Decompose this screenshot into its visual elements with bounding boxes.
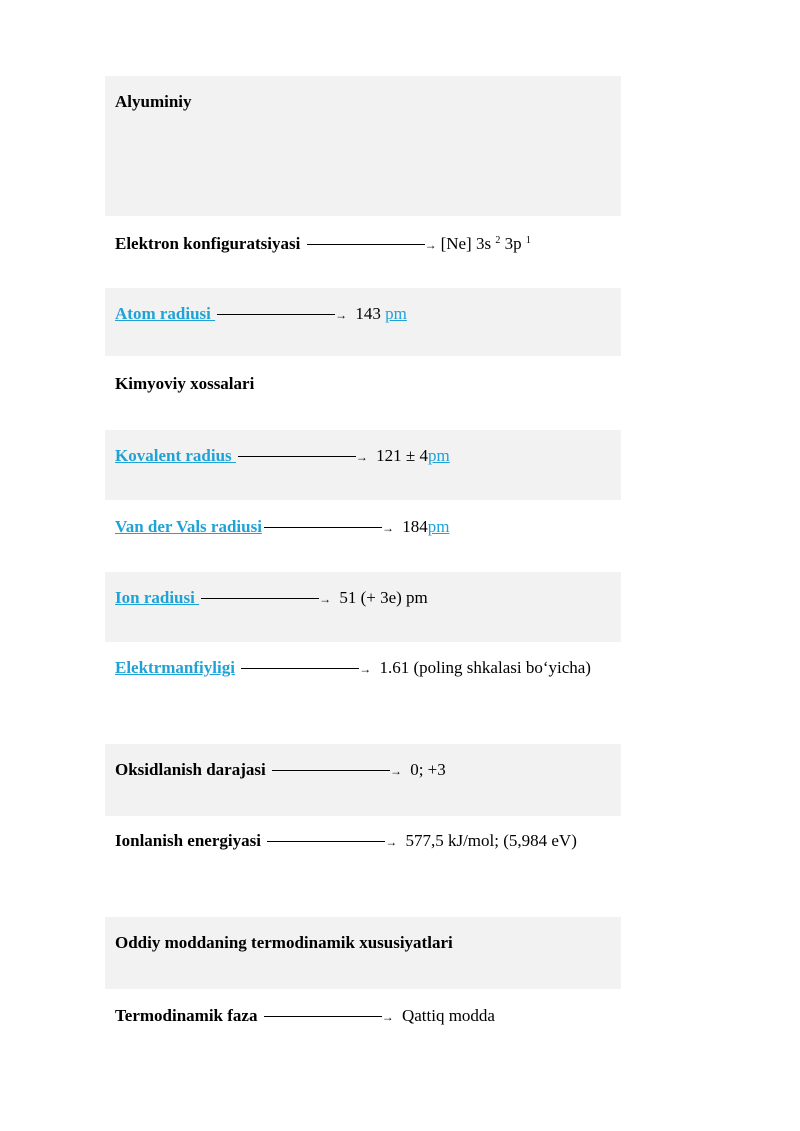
row-atom-radius — [105, 288, 621, 356]
electron-configuration-label: Elektron konfiguratsiyasi — [115, 234, 301, 253]
arrow-icon: → — [424, 238, 437, 252]
title-row — [105, 76, 621, 216]
electronegativity-value: 1.61 (poling shkalasi bo‘yicha) — [375, 658, 591, 677]
ionization-energy-value: 577,5 kJ/mol; (5,984 eV) — [401, 831, 577, 850]
row-thermodynamic-phase — [105, 990, 621, 1060]
atom-radius-value: 143 — [351, 304, 386, 323]
atom-radius-link[interactable]: Atom radiusi — [115, 304, 216, 323]
row-ion-radius — [105, 572, 621, 642]
electronegativity-link[interactable]: Elektrmanfiyligi — [115, 658, 235, 677]
page-title: Alyuminiy — [115, 92, 192, 111]
leader-line — [307, 244, 425, 245]
ion-radius-value: 51 (+ 3e) pm — [335, 588, 428, 607]
arrow-icon: → — [359, 662, 372, 676]
leader-line — [201, 598, 319, 599]
pm-link[interactable]: pm — [385, 304, 407, 323]
arrow-icon: → — [385, 835, 398, 849]
arrow-icon: → — [381, 521, 394, 535]
row-electronegativity — [105, 642, 621, 744]
leader-line — [238, 456, 356, 457]
row-ionization-energy — [105, 815, 621, 917]
leader-line — [264, 1016, 382, 1017]
ion-radius-link[interactable]: Ion radiusi — [115, 588, 200, 607]
row-thermodynamic-properties — [105, 917, 621, 989]
leader-line — [272, 770, 390, 771]
row-van-der-waals-radius — [105, 501, 621, 571]
covalent-radius-value: 121 ± 4 — [371, 446, 428, 465]
covalent-radius-link[interactable]: Kovalent radius — [115, 446, 236, 465]
leader-line — [267, 841, 385, 842]
van-der-waals-radius-link[interactable]: Van der Vals radiusi — [115, 517, 262, 536]
pm-link[interactable]: pm — [428, 446, 450, 465]
row-covalent-radius — [105, 430, 621, 500]
pm-link[interactable]: pm — [427, 517, 450, 536]
oxidation-state-label: Oksidlanish darajasi — [115, 760, 266, 779]
arrow-icon: → — [381, 1010, 394, 1024]
row-oxidation-state — [105, 744, 621, 816]
leader-line — [241, 668, 359, 669]
oxidation-state-value: 0; +3 — [405, 760, 446, 779]
arrow-icon: → — [389, 764, 402, 778]
row-electron-configuration — [105, 218, 621, 286]
leader-line — [264, 527, 382, 528]
thermodynamic-phase-value: Qattiq modda — [397, 1006, 495, 1025]
leader-line — [217, 314, 335, 315]
arrow-icon: → — [319, 592, 332, 606]
ionization-energy-label: Ionlanish energiyasi — [115, 831, 261, 850]
thermodynamic-phase-label: Termodinamik faza — [115, 1006, 258, 1025]
arrow-icon: → — [335, 308, 348, 322]
chemical-properties-heading: Kimyoviy xossalari — [115, 374, 255, 393]
row-chemical-properties — [105, 358, 621, 428]
electron-configuration-value: [Ne] 3s $^2$ 3p $^1$ — [440, 234, 531, 253]
thermodynamic-properties-heading: Oddiy moddaning termodinamik xususiyatlari — [115, 933, 453, 952]
van-der-waals-radius-value: 184 — [397, 517, 428, 536]
arrow-icon: → — [355, 450, 368, 464]
